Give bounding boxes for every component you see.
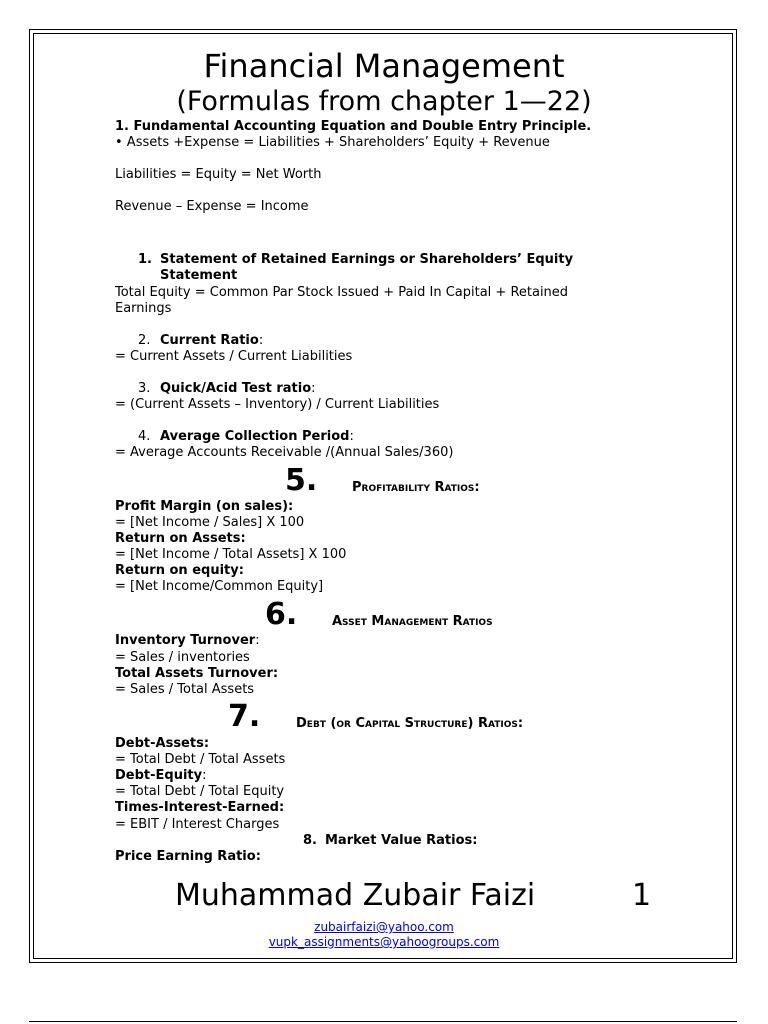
profit-margin-formula: = [Net Income / Sales] X 100 — [115, 515, 305, 530]
bottom-divider — [29, 1021, 737, 1022]
current-ratio-colon: : — [258, 333, 264, 348]
total-assets-turnover-formula: = Sales / Total Assets — [115, 682, 255, 697]
profitability-heading: Profitability Ratios: — [352, 480, 480, 495]
times-interest-earned-label: Times-Interest-Earned: — [115, 800, 285, 815]
collection-period-heading — [160, 430, 354, 443]
retained-formula-line1: Total Equity = Common Par Stock Issued + Paid In Capital + Retained — [115, 285, 569, 300]
quick-ratio-label: Quick/Acid Test ratio — [160, 381, 312, 396]
net-worth-equation: Liabilities = Equity = Net Worth — [115, 167, 322, 182]
debt-equity-colon: : — [202, 768, 207, 783]
income-equation: Revenue – Expense = Income — [115, 199, 309, 214]
profitability-number: 5. — [285, 463, 318, 498]
document-subtitle: (Formulas from chapter 1—22) — [176, 86, 592, 117]
debt-equity-label: Debt-Equity — [115, 768, 203, 783]
retained-heading-line1: Statement of Retained Earnings or Shareholders’ Equity — [160, 252, 574, 267]
profit-margin-label: Profit Margin (on sales): — [115, 499, 294, 514]
email-link-group[interactable]: vupk_assignments@yahoogroups.com — [268, 935, 500, 949]
quick-ratio-colon: : — [311, 381, 316, 396]
price-earning-label: Price Earning Ratio: — [115, 849, 261, 864]
document-title: Financial Management — [203, 47, 565, 85]
market-value-heading: Market Value Ratios: — [325, 833, 478, 848]
inventory-turnover-label: Inventory Turnover — [115, 633, 256, 648]
debt-assets-formula: = Total Debt / Total Assets — [115, 752, 286, 767]
collection-period-number: 4. — [138, 429, 151, 444]
retained-heading-line2: Statement — [160, 268, 238, 283]
current-ratio-heading — [160, 334, 263, 347]
retained-number: 1. — [138, 252, 152, 267]
inventory-turnover-heading — [115, 634, 260, 647]
debt-ratios-heading: Debt (or Capital Structure) Ratios: — [296, 716, 524, 731]
quick-ratio-formula: = (Current Assets – Inventory) / Current Liabilities — [115, 397, 440, 412]
quick-ratio-number: 3. — [138, 381, 151, 396]
asset-management-number: 6. — [265, 597, 298, 632]
collection-period-formula: = Average Accounts Receivable /(Annual Sales/360) — [115, 445, 454, 460]
times-interest-earned-formula: = EBIT / Interest Charges — [115, 817, 280, 832]
retained-formula-line2: Earnings — [115, 301, 172, 316]
debt-ratios-number: 7. — [228, 699, 261, 734]
debt-assets-label: Debt-Assets: — [115, 736, 210, 751]
return-on-equity-formula: = [Net Income/Common Equity] — [115, 579, 324, 594]
author-name: Muhammad Zubair Faizi — [175, 878, 536, 913]
debt-equity-heading — [115, 769, 207, 782]
asset-management-heading: Asset Management Ratios — [332, 614, 493, 629]
page-number: 1 — [632, 878, 652, 913]
current-ratio-formula: = Current Assets / Current Liabilities — [115, 349, 353, 364]
quick-ratio-heading — [160, 382, 316, 395]
return-on-equity-label: Return on equity: — [115, 563, 244, 578]
total-assets-turnover-label: Total Assets Turnover: — [115, 666, 279, 681]
market-value-number: 8. — [303, 833, 317, 848]
inventory-turnover-formula: = Sales / inventories — [115, 650, 250, 665]
email-link-primary[interactable]: zubairfaizi@yahoo.com — [314, 920, 454, 934]
debt-equity-formula: = Total Debt / Total Equity — [115, 784, 285, 799]
current-ratio-label: Current Ratio — [160, 333, 259, 348]
inventory-turnover-colon: : — [255, 633, 260, 648]
collection-period-colon: : — [349, 429, 354, 444]
return-on-assets-formula: = [Net Income / Total Assets] X 100 — [115, 547, 347, 562]
collection-period-label: Average Collection Period — [160, 429, 350, 444]
return-on-assets-label: Return on Assets: — [115, 531, 246, 546]
fundamental-heading: 1. Fundamental Accounting Equation and Double Entry Principle. — [115, 119, 592, 134]
current-ratio-number: 2. — [138, 333, 151, 348]
fundamental-equation: • Assets +Expense = Liabilities + Shareholders’ Equity + Revenue — [115, 135, 550, 150]
